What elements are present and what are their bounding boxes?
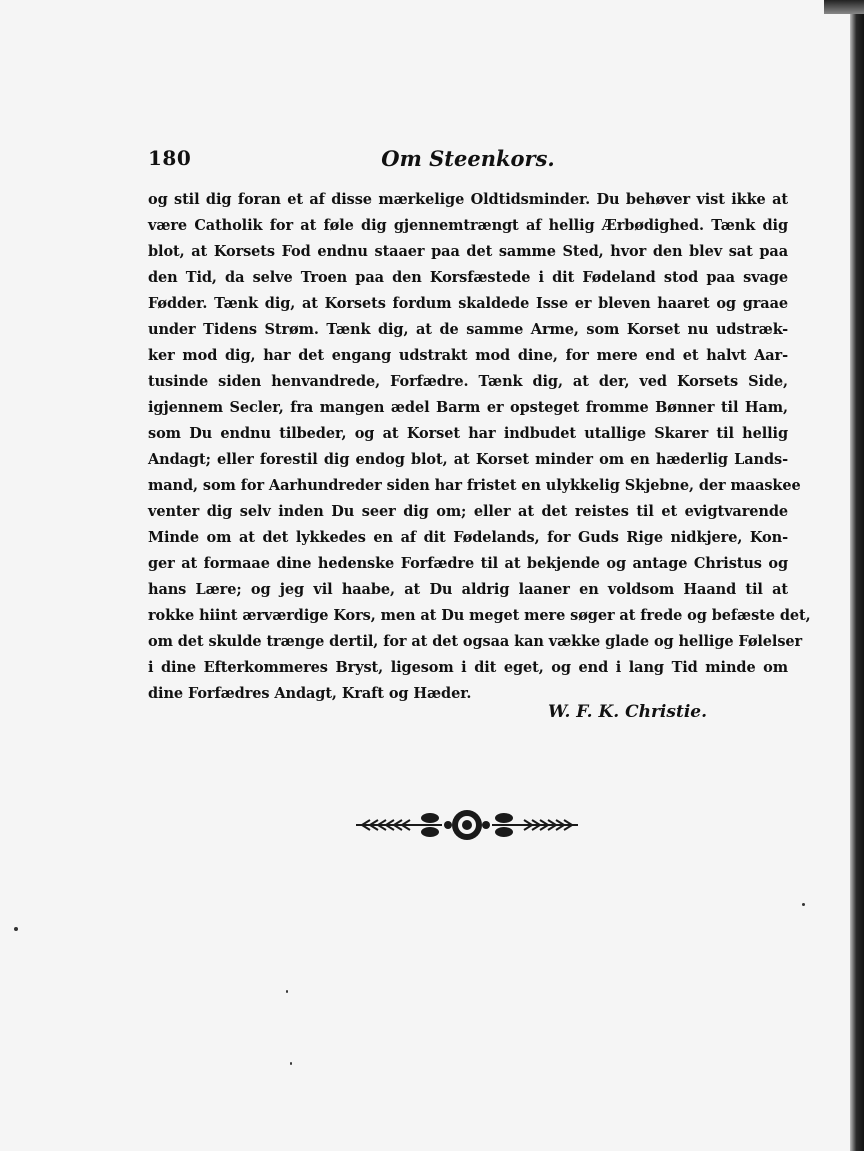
text-line: Minde om at det lykkedes en af dit Fødelands, for Guds Rige nidkjere, Kon- [148,529,788,546]
page-number: 180 [148,146,192,170]
text-line: Fødder. Tænk dig, at Korsets fordum skaldede Isse er bleven haaret og graae [148,295,788,312]
body-text [148,187,811,707]
text-line: rokke hiint ærværdige Kors, men at Du meget mere søger at frede og befæste det, [148,607,811,624]
text-line: dine Forfædres Andagt, Kraft og Hæder. [148,685,472,702]
text-line: venter dig selv inden Du seer dig om; eller at det reistes til et evigtvarende [148,503,788,520]
text-line: og stil dig foran et af disse mærkelige Oldtidsminder. Du behøver vist ikke at [148,191,788,208]
page-corner-shadow [824,0,864,14]
text-line: tusinde siden henvandrede, Forfædre. Tænk dig, at der, ved Korsets Side, [148,373,788,390]
print-speck [14,927,18,931]
text-line: hans Lære; og jeg vil haabe, at Du aldrig laaner en voldsom Haand til at [148,581,788,598]
text-line: mand, som for Aarhundreder siden har fristet en ulykkelig Skjebne, der maaskee [148,477,801,494]
text-line: igjennem Secler, fra mangen ædel Barm er opsteget fromme Bønner til Ham, [148,399,788,416]
text-line: om det skulde trænge dertil, for at det ogsaa kan vække glade og hellige Følelser [148,633,803,650]
text-line: Andagt; eller forestil dig endog blot, at Korset minder om en hæderlig Lands- [148,451,788,468]
text-line: under Tidens Strøm. Tænk dig, at de samme Arme, som Korset nu udstræk- [148,321,788,338]
text-line: som Du endnu tilbeder, og at Korset har indbudet utallige Skarer til hellig [148,425,788,442]
print-speck [802,903,805,906]
signature: W. F. K. Christie. [548,702,708,722]
page-header [148,146,788,176]
text-line: den Tid, da selve Troen paa den Korsfæstede i dit Fødeland stod paa svage [148,269,788,286]
text-line: i dine Efterkommeres Bryst, ligesom i dit eget, og end i lang Tid minde om [148,659,788,676]
text-line: ger at formaae dine hedenske Forfædre til at bekjende og antage Christus og [148,555,788,572]
text-line: være Catholik for at føle dig gjennemtrængt af hellig Ærbødighed. Tænk dig [148,217,788,234]
text-line: blot, at Korsets Fod endnu staaer paa det samme Sted, hvor den blev sat paa [148,243,788,260]
print-speck [290,1062,292,1065]
fleuron-icon [352,808,582,842]
page-edge-shadow [850,0,864,1151]
running-title: Om Steenkors. [381,146,555,171]
text-line: ker mod dig, har det engang udstrakt mod dine, for mere end et halvt Aar- [148,347,788,364]
print-speck [286,990,288,993]
